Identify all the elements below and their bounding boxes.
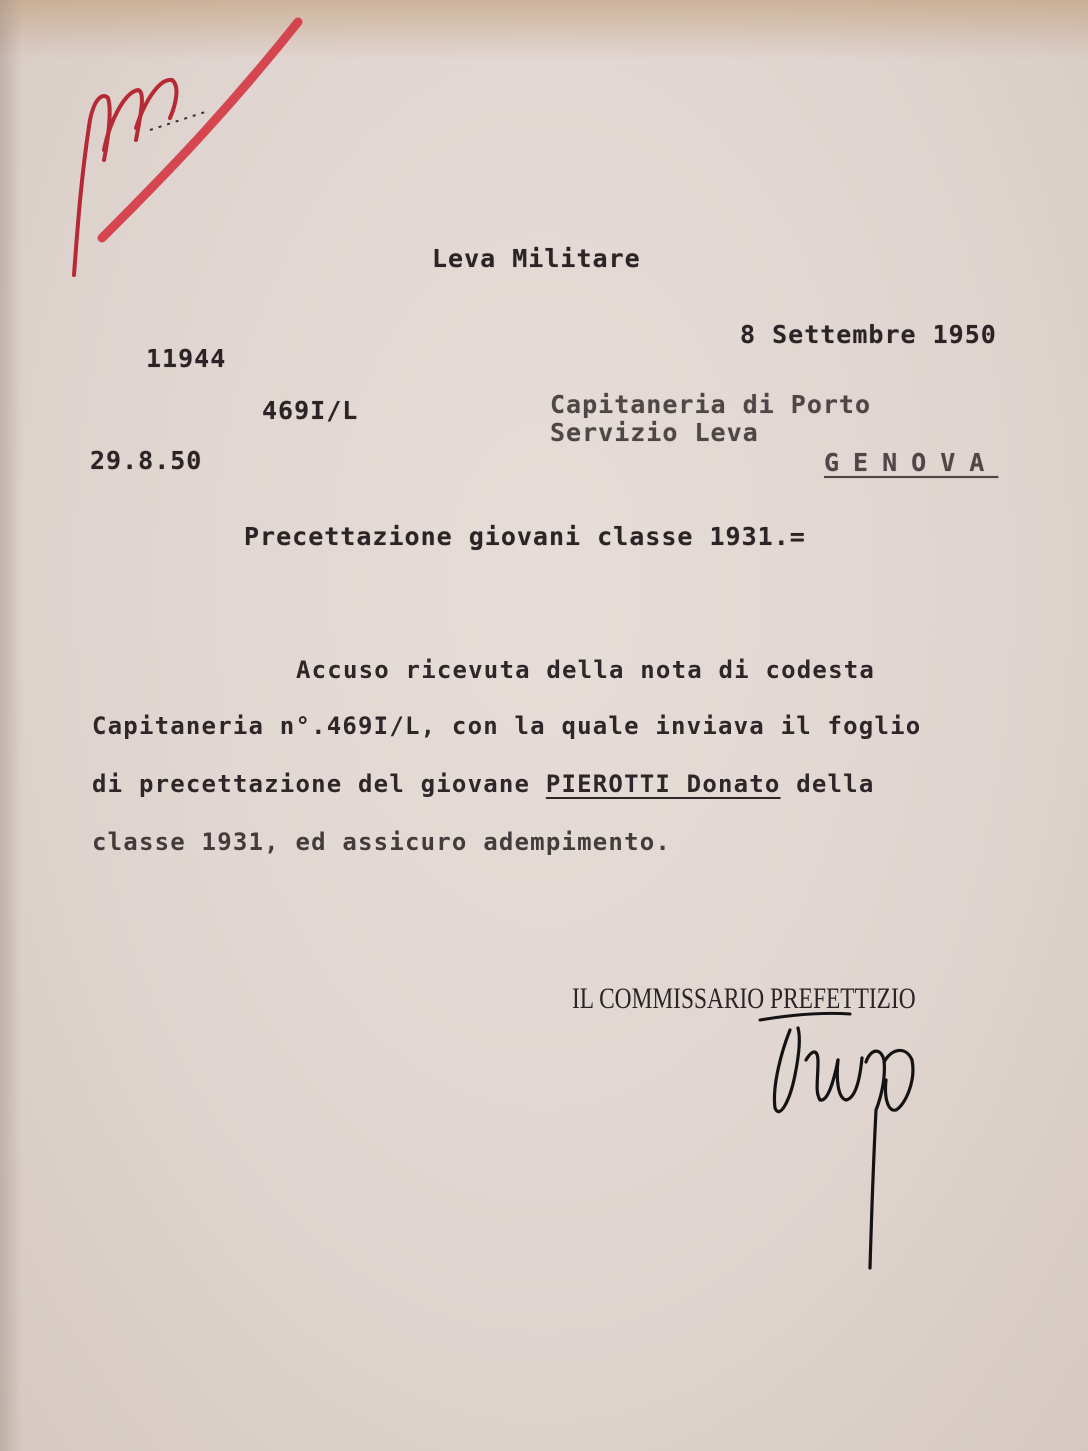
recipient-line-1: Capitaneria di Porto bbox=[550, 390, 872, 419]
body-line-3-start: di precettazione del giovane bbox=[92, 770, 546, 798]
recipient-line-2: Servizio Leva bbox=[550, 418, 759, 447]
body-line-3-end: della bbox=[780, 770, 875, 798]
reference-date: 29.8.50 bbox=[90, 446, 203, 475]
heading: Leva Militare bbox=[432, 244, 641, 273]
body-line-4: classe 1931, ed assicuro adempimento. bbox=[92, 828, 672, 856]
reference-number: 469I/L bbox=[262, 396, 359, 425]
body-line-2: Capitaneria n°.469I/L, con la quale inviava il foglio bbox=[92, 712, 922, 740]
conscript-name: PIEROTTI Donato bbox=[545, 770, 781, 798]
body-line-1: Accuso ricevuta della nota di codesta bbox=[296, 656, 876, 684]
signature-stamp: IL COMMISSARIO PREFETTIZIO bbox=[572, 982, 916, 1015]
body-line-3 bbox=[92, 770, 874, 798]
subject-line: Precettazione giovani classe 1931.= bbox=[244, 522, 806, 551]
letter-date: 8 Settembre 1950 bbox=[740, 320, 997, 349]
recipient-city: GENOVA bbox=[824, 448, 999, 477]
protocol-number: 11944 bbox=[146, 344, 227, 373]
